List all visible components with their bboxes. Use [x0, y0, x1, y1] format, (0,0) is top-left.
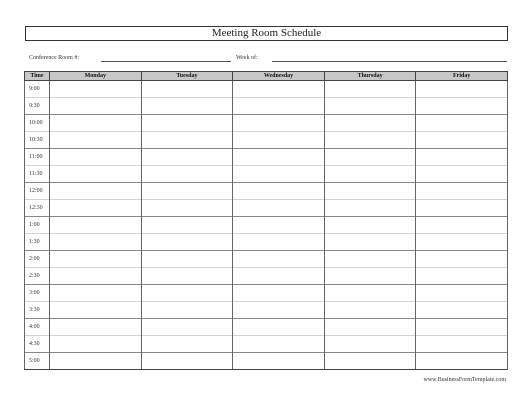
time-cell: 9:00	[25, 81, 50, 98]
slot-cell[interactable]	[324, 200, 416, 217]
slot-cell[interactable]	[141, 200, 233, 217]
slot-cell[interactable]	[233, 217, 325, 234]
table-row	[25, 81, 508, 98]
slot-cell[interactable]	[416, 200, 508, 217]
slot-cell[interactable]	[50, 285, 142, 302]
page-title: Meeting Room Schedule	[25, 26, 508, 41]
time-cell: 9:30	[25, 98, 50, 115]
header-row	[25, 72, 508, 81]
slot-cell[interactable]	[416, 149, 508, 166]
conference-room-label: Conference Room #:	[29, 55, 79, 61]
slot-cell[interactable]	[50, 353, 142, 370]
conference-room-line[interactable]	[101, 61, 231, 62]
slot-cell[interactable]	[233, 115, 325, 132]
schedule-table	[24, 71, 508, 370]
slot-cell[interactable]	[141, 285, 233, 302]
slot-cell[interactable]	[233, 234, 325, 251]
slot-cell[interactable]	[324, 234, 416, 251]
slot-cell[interactable]	[50, 319, 142, 336]
slot-cell[interactable]	[416, 234, 508, 251]
table-row	[25, 319, 508, 336]
slot-cell[interactable]	[324, 183, 416, 200]
conference-room-field	[29, 53, 231, 63]
slot-cell[interactable]	[324, 336, 416, 353]
table-row	[25, 166, 508, 183]
slot-cell[interactable]	[50, 115, 142, 132]
slot-cell[interactable]	[141, 251, 233, 268]
table-row	[25, 115, 508, 132]
slot-cell[interactable]	[141, 302, 233, 319]
column-header-tuesday: Tuesday	[141, 72, 233, 81]
time-cell: 4:00	[25, 319, 50, 336]
time-cell: 5:00	[25, 353, 50, 370]
table-row	[25, 353, 508, 370]
time-cell: 10:30	[25, 132, 50, 149]
week-of-line[interactable]	[272, 61, 507, 62]
time-cell: 10:00	[25, 115, 50, 132]
time-cell: 12:30	[25, 200, 50, 217]
slot-cell[interactable]	[324, 132, 416, 149]
footer-url: www.BusinessFormTemplate.com	[423, 377, 506, 383]
slot-cell[interactable]	[416, 353, 508, 370]
time-cell: 1:30	[25, 234, 50, 251]
slot-cell[interactable]	[233, 302, 325, 319]
slot-cell[interactable]	[141, 81, 233, 98]
time-cell: 3:30	[25, 302, 50, 319]
column-header-thursday: Thursday	[324, 72, 416, 81]
table-row	[25, 336, 508, 353]
time-cell: 1:00	[25, 217, 50, 234]
column-header-wednesday: Wednesday	[233, 72, 325, 81]
slot-cell[interactable]	[324, 149, 416, 166]
slot-cell[interactable]	[141, 217, 233, 234]
slot-cell[interactable]	[416, 183, 508, 200]
table-row	[25, 200, 508, 217]
time-cell: 11:00	[25, 149, 50, 166]
slot-cell[interactable]	[324, 217, 416, 234]
slot-cell[interactable]	[233, 319, 325, 336]
slot-cell[interactable]	[233, 149, 325, 166]
slot-cell[interactable]	[233, 183, 325, 200]
slot-cell[interactable]	[416, 98, 508, 115]
slot-cell[interactable]	[416, 115, 508, 132]
time-cell: 2:30	[25, 268, 50, 285]
slot-cell[interactable]	[141, 132, 233, 149]
slot-cell[interactable]	[233, 353, 325, 370]
time-cell: 12:00	[25, 183, 50, 200]
slot-cell[interactable]	[416, 81, 508, 98]
slot-cell[interactable]	[416, 319, 508, 336]
slot-cell[interactable]	[50, 183, 142, 200]
slot-cell[interactable]	[324, 115, 416, 132]
slot-cell[interactable]	[50, 302, 142, 319]
slot-cell[interactable]	[141, 115, 233, 132]
time-cell: 4:30	[25, 336, 50, 353]
week-of-label: Week of:	[236, 55, 258, 61]
slot-cell[interactable]	[324, 302, 416, 319]
slot-cell[interactable]	[416, 302, 508, 319]
slot-cell[interactable]	[50, 149, 142, 166]
table-row	[25, 132, 508, 149]
column-header-time: Time	[25, 72, 50, 81]
table-row	[25, 149, 508, 166]
slot-cell[interactable]	[416, 336, 508, 353]
slot-cell[interactable]	[324, 285, 416, 302]
slot-cell[interactable]	[324, 166, 416, 183]
time-cell: 3:00	[25, 285, 50, 302]
slot-cell[interactable]	[50, 251, 142, 268]
slot-cell[interactable]	[233, 268, 325, 285]
slot-cell[interactable]	[50, 336, 142, 353]
table-row	[25, 302, 508, 319]
time-cell: 11:30	[25, 166, 50, 183]
slot-cell[interactable]	[141, 166, 233, 183]
table-row	[25, 183, 508, 200]
slot-cell[interactable]	[324, 353, 416, 370]
slot-cell[interactable]	[50, 81, 142, 98]
slot-cell[interactable]	[50, 268, 142, 285]
slot-cell[interactable]	[324, 268, 416, 285]
slot-cell[interactable]	[233, 81, 325, 98]
slot-cell[interactable]	[416, 217, 508, 234]
table-row	[25, 98, 508, 115]
slot-cell[interactable]	[233, 98, 325, 115]
table-row	[25, 234, 508, 251]
slot-cell[interactable]	[141, 353, 233, 370]
slot-cell[interactable]	[50, 234, 142, 251]
column-header-friday: Friday	[416, 72, 508, 81]
slot-cell[interactable]	[233, 336, 325, 353]
slot-cell[interactable]	[324, 251, 416, 268]
table-row	[25, 285, 508, 302]
slot-cell[interactable]	[141, 183, 233, 200]
time-cell: 2:00	[25, 251, 50, 268]
slot-cell[interactable]	[141, 149, 233, 166]
slot-cell[interactable]	[416, 251, 508, 268]
slot-cell[interactable]	[141, 98, 233, 115]
slot-cell[interactable]	[416, 132, 508, 149]
slot-cell[interactable]	[50, 217, 142, 234]
slot-cell[interactable]	[233, 285, 325, 302]
slot-cell[interactable]	[50, 98, 142, 115]
slot-cell[interactable]	[233, 200, 325, 217]
slot-cell[interactable]	[233, 166, 325, 183]
week-of-field	[236, 53, 507, 63]
slot-cell[interactable]	[324, 98, 416, 115]
slot-cell[interactable]	[141, 336, 233, 353]
slot-cell[interactable]	[324, 81, 416, 98]
slot-cell[interactable]	[233, 251, 325, 268]
schedule-body	[25, 81, 508, 370]
slot-cell[interactable]	[141, 234, 233, 251]
slot-cell[interactable]	[416, 285, 508, 302]
slot-cell[interactable]	[50, 132, 142, 149]
slot-cell[interactable]	[141, 268, 233, 285]
header-fields	[29, 53, 507, 65]
table-row	[25, 268, 508, 285]
slot-cell[interactable]	[416, 166, 508, 183]
table-row	[25, 217, 508, 234]
slot-cell[interactable]	[324, 319, 416, 336]
slot-cell[interactable]	[233, 132, 325, 149]
slot-cell[interactable]	[141, 319, 233, 336]
slot-cell[interactable]	[416, 268, 508, 285]
slot-cell[interactable]	[50, 200, 142, 217]
table-row	[25, 251, 508, 268]
slot-cell[interactable]	[50, 166, 142, 183]
column-header-monday: Monday	[50, 72, 142, 81]
